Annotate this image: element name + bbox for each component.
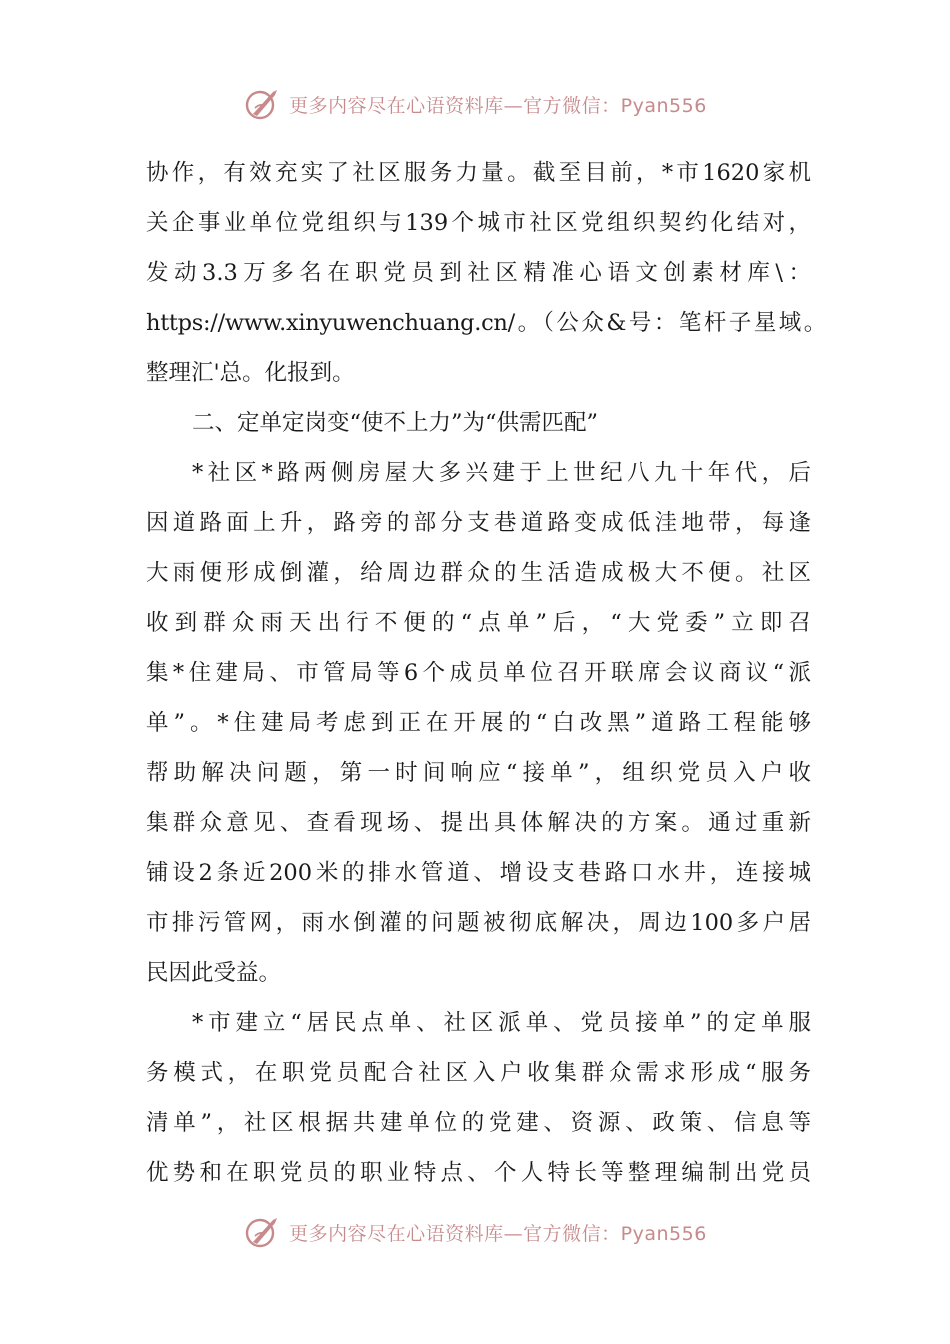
quill-logo-icon	[243, 1214, 283, 1250]
footer-watermark-banner	[0, 1210, 950, 1254]
text-line: 清单”，社区根据共建单位的党建、资源、政策、信息等	[146, 1110, 811, 1136]
text-line: *社区*路两侧房屋大多兴建于上世纪八九十年代，后	[192, 460, 811, 486]
text-line: 务模式，在职党员配合社区入户收集群众需求形成“服务	[146, 1060, 811, 1086]
text-line: 集群众意见、查看现场、提出具体解决的方案。通过重新	[146, 810, 811, 836]
document-body	[146, 148, 826, 1198]
text-line: 因道路面上升，路旁的部分支巷道路变成低洼地带，每逢	[146, 510, 811, 536]
text-line: 集*住建局、市管局等6个成员单位召开联席会议商议“派	[146, 660, 811, 686]
text-line: *市建立“居民点单、社区派单、党员接单”的定单服	[192, 1010, 811, 1036]
text-line: 关企事业单位党组织与139个城市社区党组织契约化结对，	[146, 210, 811, 236]
wechat-id: Pyan556	[620, 94, 707, 117]
text-line: 民因此受益。	[146, 960, 282, 986]
text-line: 优势和在职党员的职业特点、个人特长等整理编制出党员	[146, 1160, 811, 1186]
text-line: 铺设2条近200米的排水管道、增设支巷路口水井，连接城	[146, 860, 811, 886]
text-line: 整理汇'总。化报到。	[146, 360, 355, 386]
text-line: 发动3.3万多名在职党员到社区精准心语文创素材库\：	[146, 260, 811, 286]
wechat-id: Pyan556	[620, 1222, 707, 1245]
section-heading: 二、定单定岗变“使不上力”为“供需匹配”	[192, 410, 599, 436]
text-line: 协作，有效充实了社区服务力量。截至目前，*市1620家机	[146, 160, 811, 186]
quill-logo-icon	[243, 86, 283, 122]
header-watermark-banner	[0, 82, 950, 126]
banner-text: 更多内容尽在心语资料库—官方微信：Pyan556	[289, 1222, 707, 1245]
text-line: 收到群众雨天出行不便的“点单”后，“大党委”立即召	[146, 610, 811, 636]
banner-text: 更多内容尽在心语资料库—官方微信：Pyan556	[289, 94, 707, 117]
text-line: 大雨便形成倒灌，给周边群众的生活造成极大不便。社区	[146, 560, 811, 586]
text-line: https://www.xinyuwenchuang.cn/。（公众&号：笔杆子星域。	[146, 310, 826, 336]
text-line: 市排污管网，雨水倒灌的问题被彻底解决，周边100多户居	[146, 910, 811, 936]
text-line: 单”。*住建局考虑到正在开展的“白改黑”道路工程能够	[146, 710, 811, 736]
text-line: 帮助解决问题，第一时间响应“接单”，组织党员入户收	[146, 760, 811, 786]
